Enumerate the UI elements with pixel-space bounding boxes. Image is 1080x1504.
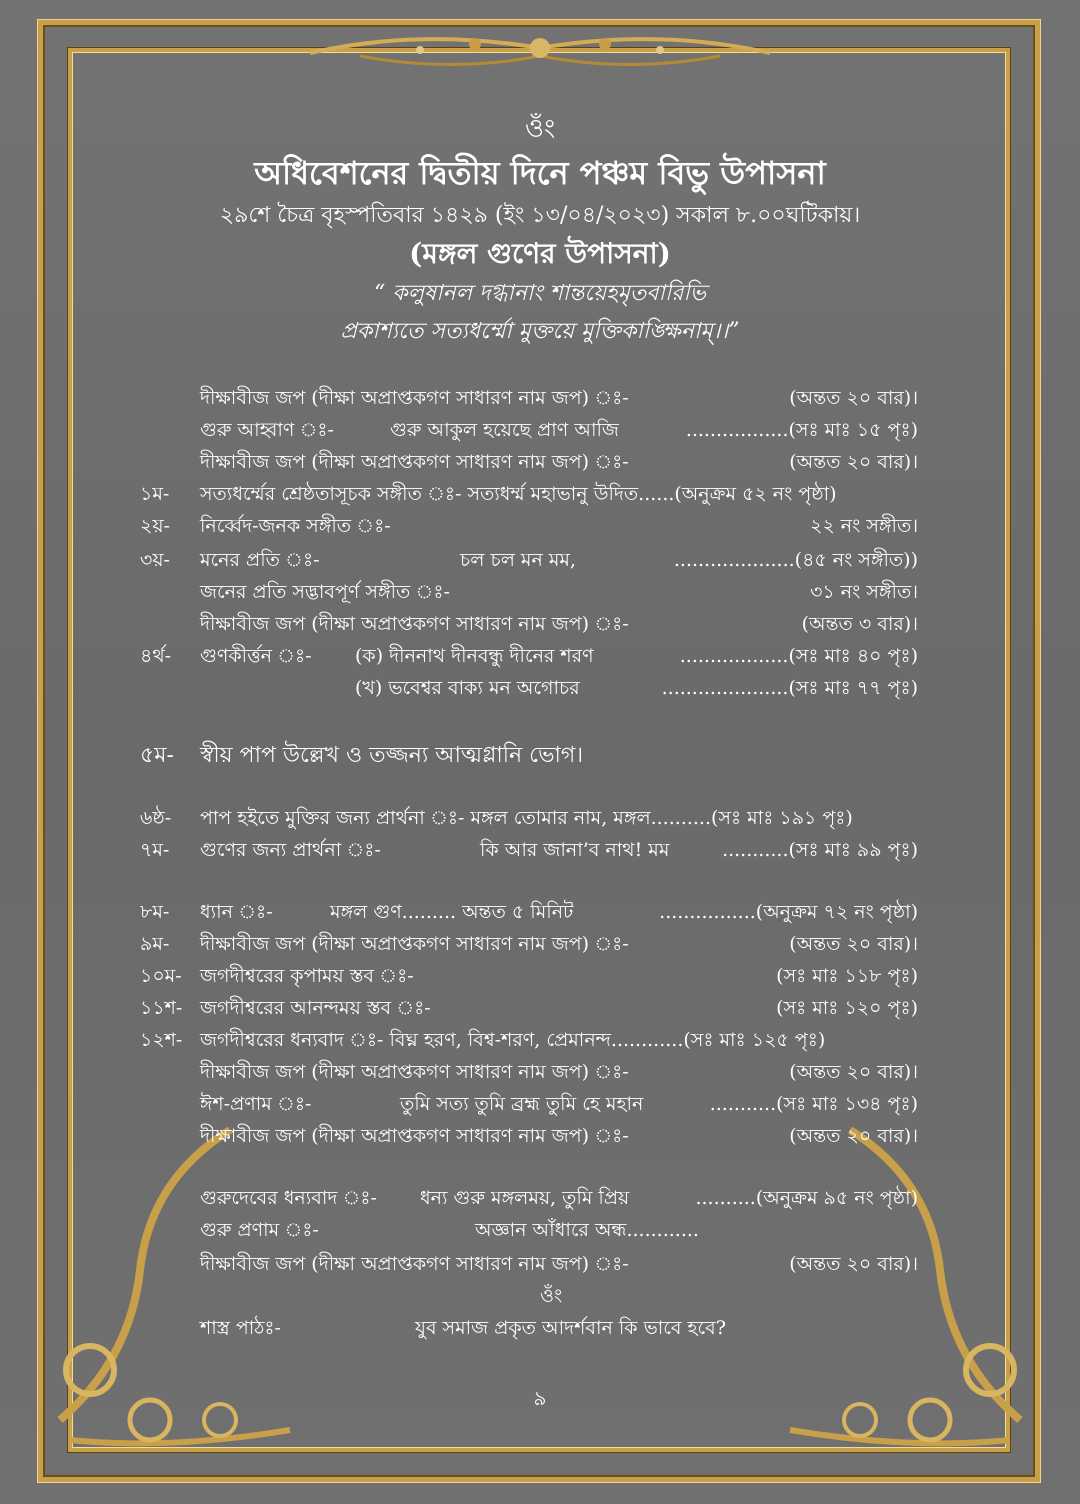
row-label: দীক্ষাবীজ জপ (দীক্ষা অপ্রাপ্তকগণ সাধারণ নাম জপ) ঃ- [200,933,629,955]
row-detail: চল চল মন মম, [460,549,576,571]
program-row [0,836,1080,868]
row-reference: ..................(সঃ মাঃ ৪০ পৃঃ) [679,645,918,667]
row-label: গুণকীর্ত্তন ঃ- [200,645,312,667]
row-number: ২য়- [140,515,170,537]
program-row [0,1184,1080,1216]
row-label: দীক্ষাবীজ জপ (দীক্ষা অপ্রাপ্তকগণ সাধারণ নাম জপ) ঃ- [200,613,629,635]
row-reference: (অন্তত ২০ বার)। [789,451,918,473]
row-number: ৬ষ্ঠ- [140,807,172,829]
row-reference: .....................(সঃ মাঃ ৭৭ পৃঃ) [661,677,918,699]
page-number: ৯ [533,1386,547,1410]
program-row [0,1122,1080,1154]
row-label: জগদীশ্বরের ধন্যবাদ ঃ- বিঘ্ন হরণ, বিশ্ব-শরণ, প্রেমানন্দ............(সঃ মাঃ ১২৫ পৃঃ) [200,1029,826,1051]
row-number: ১ম- [140,483,170,505]
program-row [0,1250,1080,1282]
row-detail: ওঁং [540,1285,563,1307]
program-row [0,416,1080,448]
program-row [0,384,1080,416]
row-number: ৫ম- [140,743,174,768]
row-reference: (অন্তত ৩ বার)। [801,613,918,635]
program-row [0,1282,1080,1314]
program-row [0,512,1080,544]
row-reference: (অন্তত ২০ বার)। [789,1253,918,1275]
page-subtitle: (মঙ্গল গুণের উপাসনা) [409,237,671,270]
row-reference: ৩১ নং সঙ্গীত। [810,581,918,603]
row-number: ১১শ- [140,997,183,1019]
row-label: মনের প্রতি ঃ- [200,549,320,571]
row-label: গুণের জন্য প্রার্থনা ঃ- [200,839,381,861]
row-reference: (অন্তত ২০ বার)। [789,1061,918,1083]
row-label: স্বীয় পাপ উল্লেখ ও তজ্জন্য আত্মগ্লানি ভোগ। [200,743,584,768]
sanskrit-quote-line-2: প্রকাশ্যতে সত্যধর্ম্মো মুক্তয়ে মুক্তিকাঙ্ক্ষিনাম্।।” [340,319,740,344]
program-row [0,642,1080,674]
row-reference: ...........(সঃ মাঃ ৯৯ পৃঃ) [722,839,918,861]
program-row [0,674,1080,706]
row-reference: .................(সঃ মাঃ ১৫ পৃঃ) [685,419,918,441]
program-row [0,804,1080,836]
row-label: দীক্ষাবীজ জপ (দীক্ষা অপ্রাপ্তকগণ সাধারণ নাম জপ) ঃ- [200,1125,629,1147]
row-reference: ২২ নং সঙ্গীত। [810,515,918,537]
program-row [0,898,1080,930]
program-row [0,930,1080,962]
row-detail: (খ) ভবেশ্বর বাক্য মন অগোচর [355,677,580,699]
row-number: ১০ম- [140,965,182,987]
row-label: দীক্ষাবীজ জপ (দীক্ষা অপ্রাপ্তকগণ সাধারণ নাম জপ) ঃ- [200,451,629,473]
row-detail: তুমি সত্য তুমি ব্রহ্ম তুমি হে মহান [400,1093,644,1115]
row-detail: যুব সমাজ প্রকৃত আদর্শবান কি ভাবে হবে? [415,1317,726,1339]
program-row [0,546,1080,578]
row-label: ধ্যান ঃ- [200,901,273,923]
row-label: জনের প্রতি সদ্ভাবপূর্ণ সঙ্গীত ঃ- [200,581,450,603]
row-label: দীক্ষাবীজ জপ (দীক্ষা অপ্রাপ্তকগণ সাধারণ নাম জপ) ঃ- [200,1253,629,1275]
row-label: দীক্ষাবীজ জপ (দীক্ষা অপ্রাপ্তকগণ সাধারণ নাম জপ) ঃ- [200,387,629,409]
sanskrit-quote-line-1: “ কলুষানল দগ্ধানাং শান্তয়েহমৃতবারিভি [373,281,707,306]
row-reference: (অন্তত ২০ বার)। [789,387,918,409]
row-reference: (সঃ মাঃ ১২০ পৃঃ) [776,997,918,1019]
row-detail: (ক) দীননাথ দীনবন্ধু দীনের শরণ [355,645,594,667]
row-detail: মঙ্গল গুণ......... অন্তত ৫ মিনিট [330,901,574,923]
row-number: ৭ম- [140,839,170,861]
program-row [0,1026,1080,1058]
row-reference: (অন্তত ২০ বার)। [789,1125,918,1147]
program-row [0,1216,1080,1248]
row-number: ৩য়- [140,549,170,571]
page-title: অধিবেশনের দ্বিতীয় দিনে পঞ্চম বিভু উপাসনা [254,154,826,192]
row-detail: কি আর জানা’ব নাথ! মম [480,839,670,861]
row-label: পাপ হইতে মুক্তির জন্য প্রার্থনা ঃ- মঙ্গল তোমার নাম, মঙ্গল..........(সঃ মাঃ ১৯১ পৃঃ) [200,807,853,829]
row-detail: ধন্য গুরু মঙ্গলময়, তুমি প্রিয় [420,1187,630,1209]
date-line: ২৯শে চৈত্র বৃহস্পতিবার ১৪২৯ (ইং ১৩/০৪/২০২৩) সকাল ৮.০০ঘটিকায়। [219,203,861,228]
row-label: গুরু আহ্বাণ ঃ- [200,419,334,441]
row-label: শাস্ত্র পাঠঃ- [200,1317,281,1339]
row-number: ৯ম- [140,933,170,955]
row-reference: ....................(৪৫ নং সঙ্গীত)) [673,549,918,571]
program-row [0,578,1080,610]
row-label: জগদীশ্বরের কৃপাময় স্তব ঃ- [200,965,414,987]
program-row [0,962,1080,994]
row-label: জগদীশ্বরের আনন্দময় স্তব ঃ- [200,997,431,1019]
program-row [0,1314,1080,1346]
om-symbol-top: ওঁং [524,114,556,144]
row-number: ১২শ- [140,1029,183,1051]
row-detail: গুরু আকুল হয়েছে প্রাণ আজি [390,419,619,441]
row-reference: (অন্তত ২০ বার)। [789,933,918,955]
row-number: ৮ম- [140,901,170,923]
row-number: ৪র্থ- [140,645,172,667]
program-row [0,610,1080,642]
row-reference: (সঃ মাঃ ১১৮ পৃঃ) [776,965,918,987]
row-label: গুরু প্রণাম ঃ- [200,1219,319,1241]
program-row [0,994,1080,1026]
row-label: সত্যধর্ম্মের শ্রেষ্ঠতাসূচক সঙ্গীত ঃ- সত্যধর্ম্ম মহাভানু উদিত......(অনুক্রম ৫২ নং পৃষ্ঠা) [200,483,837,505]
row-reference: ..........(অনুক্রম ৯৫ নং পৃষ্ঠা) [695,1187,918,1209]
row-label: ঈশ-প্রণাম ঃ- [200,1093,312,1115]
row-label: দীক্ষাবীজ জপ (দীক্ষা অপ্রাপ্তকগণ সাধারণ নাম জপ) ঃ- [200,1061,629,1083]
row-reference: ...........(সঃ মাঃ ১৩৪ পৃঃ) [709,1093,918,1115]
row-reference: ................(অনুক্রম ৭২ নং পৃষ্ঠা) [659,901,918,923]
program-row [0,1090,1080,1122]
row-detail: অজ্ঞান আঁধারে অন্ধ............ [475,1219,699,1241]
row-label: নির্ব্বেদ-জনক সঙ্গীত ঃ- [200,515,391,537]
row-label: গুরুদেবের ধন্যবাদ ঃ- [200,1187,377,1209]
program-row [0,480,1080,512]
program-row [0,448,1080,480]
program-row [0,1058,1080,1090]
program-row [0,738,1080,770]
top-floral-ornament-icon [300,18,780,78]
